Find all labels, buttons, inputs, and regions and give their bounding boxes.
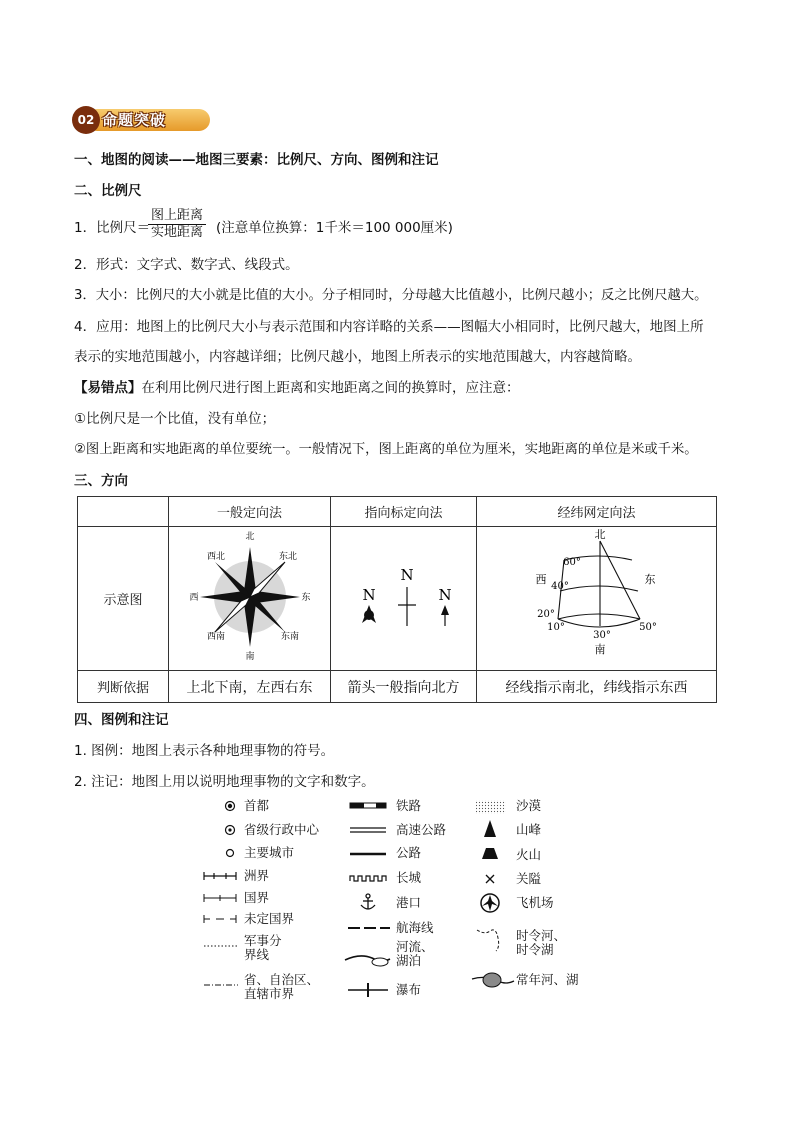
fraction-numerator: 图上距离 bbox=[148, 208, 206, 225]
section-1-title: 一、地图的阅读——地图三要素：比例尺、方向、图例和注记 bbox=[74, 152, 439, 168]
mistake-text: 在利用比例尺进行图上距离和实地距离之间的换算时，应注意： bbox=[141, 380, 520, 396]
legend-sea-route: 航海线 bbox=[396, 920, 434, 935]
table-header-general: 一般定向法 bbox=[169, 497, 331, 527]
compass-cell bbox=[169, 527, 331, 671]
arrow-3-letter: N bbox=[437, 586, 452, 604]
capital-icon bbox=[226, 802, 235, 811]
grid-label-lat40: 40° bbox=[550, 581, 569, 592]
legend-port: 港口 bbox=[396, 895, 422, 910]
legend-seasonal-river: 时令河、 时令湖 bbox=[516, 928, 567, 957]
scale-item-1-note: (注意单位换算：1千米＝100 000厘米) bbox=[216, 220, 453, 236]
table-header-arrow: 指向标定向法 bbox=[331, 497, 477, 527]
compass-label-s: 南 bbox=[245, 652, 255, 662]
continent-boundary-icon bbox=[204, 872, 236, 880]
legend-river-lake: 河流、 湖泊 bbox=[396, 939, 434, 968]
fraction-denominator: 实地距离 bbox=[150, 225, 203, 240]
legend-capital: 首都 bbox=[244, 798, 270, 813]
national-boundary-icon bbox=[204, 894, 236, 902]
legend-desert: 沙漠 bbox=[516, 798, 542, 813]
legend-perennial-river: 常年河、湖 bbox=[516, 972, 579, 987]
expressway-icon bbox=[350, 828, 386, 832]
legend-railway: 铁路 bbox=[396, 798, 422, 813]
arrow-2-letter: N bbox=[399, 566, 414, 584]
basis-arrow: 箭头一般指向北方 bbox=[331, 671, 477, 703]
mistake-note-1: ①比例尺是一个比值，没有单位； bbox=[74, 411, 276, 427]
railway-icon bbox=[350, 803, 386, 808]
mistake-line bbox=[74, 378, 520, 398]
arrow-1-letter: N bbox=[361, 586, 376, 604]
legend-major-city: 主要城市 bbox=[244, 845, 295, 860]
compass-rose-diagram bbox=[170, 527, 330, 666]
volcano-icon bbox=[482, 848, 498, 859]
section-3-title: 三、方向 bbox=[74, 473, 128, 489]
scale-fraction bbox=[148, 208, 206, 241]
waterfall-icon bbox=[348, 983, 388, 997]
major-city-icon bbox=[227, 850, 234, 857]
pass-icon bbox=[486, 875, 494, 883]
grid-label-east: 东 bbox=[644, 573, 655, 586]
legend-expressway: 高速公路 bbox=[396, 822, 447, 837]
legend-volcano: 火山 bbox=[516, 847, 542, 862]
great-wall-icon bbox=[350, 876, 386, 881]
grid-label-lat60: 60° bbox=[562, 557, 581, 568]
legend-highway: 公路 bbox=[396, 845, 422, 860]
mistake-tag: 【易错点】 bbox=[74, 380, 142, 396]
grid-label-west: 西 bbox=[535, 573, 546, 586]
compass-label-sw: 西南 bbox=[206, 632, 225, 642]
scale-item-1-prefix: 1．比例尺＝ bbox=[74, 220, 151, 236]
grid-label-lon10: 10° bbox=[546, 622, 565, 633]
section-2-title: 二、比例尺 bbox=[74, 183, 142, 199]
grid-cell bbox=[477, 527, 717, 671]
compass-label-e: 东 bbox=[301, 593, 311, 603]
seasonal-river-icon bbox=[477, 930, 499, 951]
compass-label-w: 西 bbox=[189, 593, 199, 603]
grid-label-lon30: 30° bbox=[592, 630, 611, 641]
arrow-3-head-icon bbox=[441, 605, 449, 615]
legend-item-2: 2. 注记：地图上用以说明地理事物的文字和数字。 bbox=[74, 774, 375, 790]
table-header-grid: 经纬网定向法 bbox=[477, 497, 717, 527]
legend-provincial-boundary: 省、自治区、 直辖市界 bbox=[244, 972, 320, 1001]
arrow-cell bbox=[331, 527, 477, 671]
legend-undetermined-boundary: 未定国界 bbox=[244, 911, 295, 926]
compass-label-nw: 西北 bbox=[206, 552, 225, 562]
legend-national-boundary: 国界 bbox=[244, 890, 270, 905]
mistake-note-2: ②图上距离和实地距离的单位要统一。一般情况下，图上距离的单位为厘米，实地距离的单位是米或千米。 bbox=[74, 442, 698, 457]
grid-label-lon50: 50° bbox=[638, 622, 657, 633]
grid-label-south: 南 bbox=[594, 643, 605, 656]
lat-lon-grid-diagram bbox=[478, 527, 716, 666]
row-label-diagram: 示意图 bbox=[78, 527, 169, 671]
provincial-center-icon bbox=[226, 826, 235, 835]
legend-continent-boundary: 洲界 bbox=[244, 868, 270, 883]
scale-item-3: 3．大小：比例尺的大小就是比值的大小。分子相同时，分母越大比值越小，比例尺越小；反之比例尺越大。 bbox=[74, 288, 708, 303]
legend-mountain-peak: 山峰 bbox=[516, 822, 542, 837]
scale-item-2: 2．形式：文字式、数字式、线段式。 bbox=[74, 257, 299, 273]
legend-item-1: 1. 图例：地图上表示各种地理事物的符号。 bbox=[74, 743, 335, 759]
legend-pass: 关隘 bbox=[516, 871, 542, 886]
mountain-peak-icon bbox=[484, 820, 496, 837]
compass-label-n: 北 bbox=[245, 532, 255, 542]
scale-item-4-line-2: 表示的实地范围越小，内容越详细；比例尺越小，地图上所表示的实地范围越大，内容越简略。 bbox=[74, 349, 641, 365]
row-label-basis: 判断依据 bbox=[78, 671, 169, 703]
north-arrow-diagram bbox=[332, 527, 476, 666]
section-4-title: 四、图例和注记 bbox=[74, 712, 169, 728]
river-lake-icon bbox=[345, 956, 390, 966]
basis-general: 上北下南，左西右东 bbox=[169, 671, 331, 703]
banner-title: 命题突破 bbox=[102, 111, 167, 129]
compass-label-se: 东南 bbox=[280, 632, 299, 642]
undetermined-boundary-icon bbox=[204, 915, 236, 923]
banner-number: 02 bbox=[72, 106, 100, 134]
scale-item-4-line-1: 4．应用：地图上的比例尺大小与表示范围和内容详略的关系——图幅大小相同时，比例尺越大，地图上所 bbox=[74, 319, 704, 335]
arrow-1-dot bbox=[364, 610, 374, 620]
grid-lines bbox=[558, 541, 640, 627]
legend-waterfall: 瀑布 bbox=[396, 982, 422, 997]
airport-icon bbox=[481, 894, 499, 912]
desert-icon bbox=[476, 800, 506, 814]
legend-great-wall: 长城 bbox=[396, 870, 422, 885]
legend-military-line: 军事分 界线 bbox=[244, 933, 282, 962]
compass-label-ne: 东北 bbox=[278, 552, 297, 562]
section-banner bbox=[72, 106, 212, 134]
port-anchor-icon bbox=[361, 894, 375, 909]
grid-label-north: 北 bbox=[594, 528, 605, 541]
grid-label-lat20: 20° bbox=[536, 609, 555, 620]
table-header-empty bbox=[78, 497, 169, 527]
perennial-river-icon bbox=[472, 973, 514, 987]
legend-provincial-center: 省级行政中心 bbox=[244, 822, 320, 837]
direction-table bbox=[77, 496, 717, 703]
basis-grid: 经线指示南北，纬线指示东西 bbox=[477, 671, 717, 703]
legend-airport: 飞机场 bbox=[516, 895, 554, 910]
